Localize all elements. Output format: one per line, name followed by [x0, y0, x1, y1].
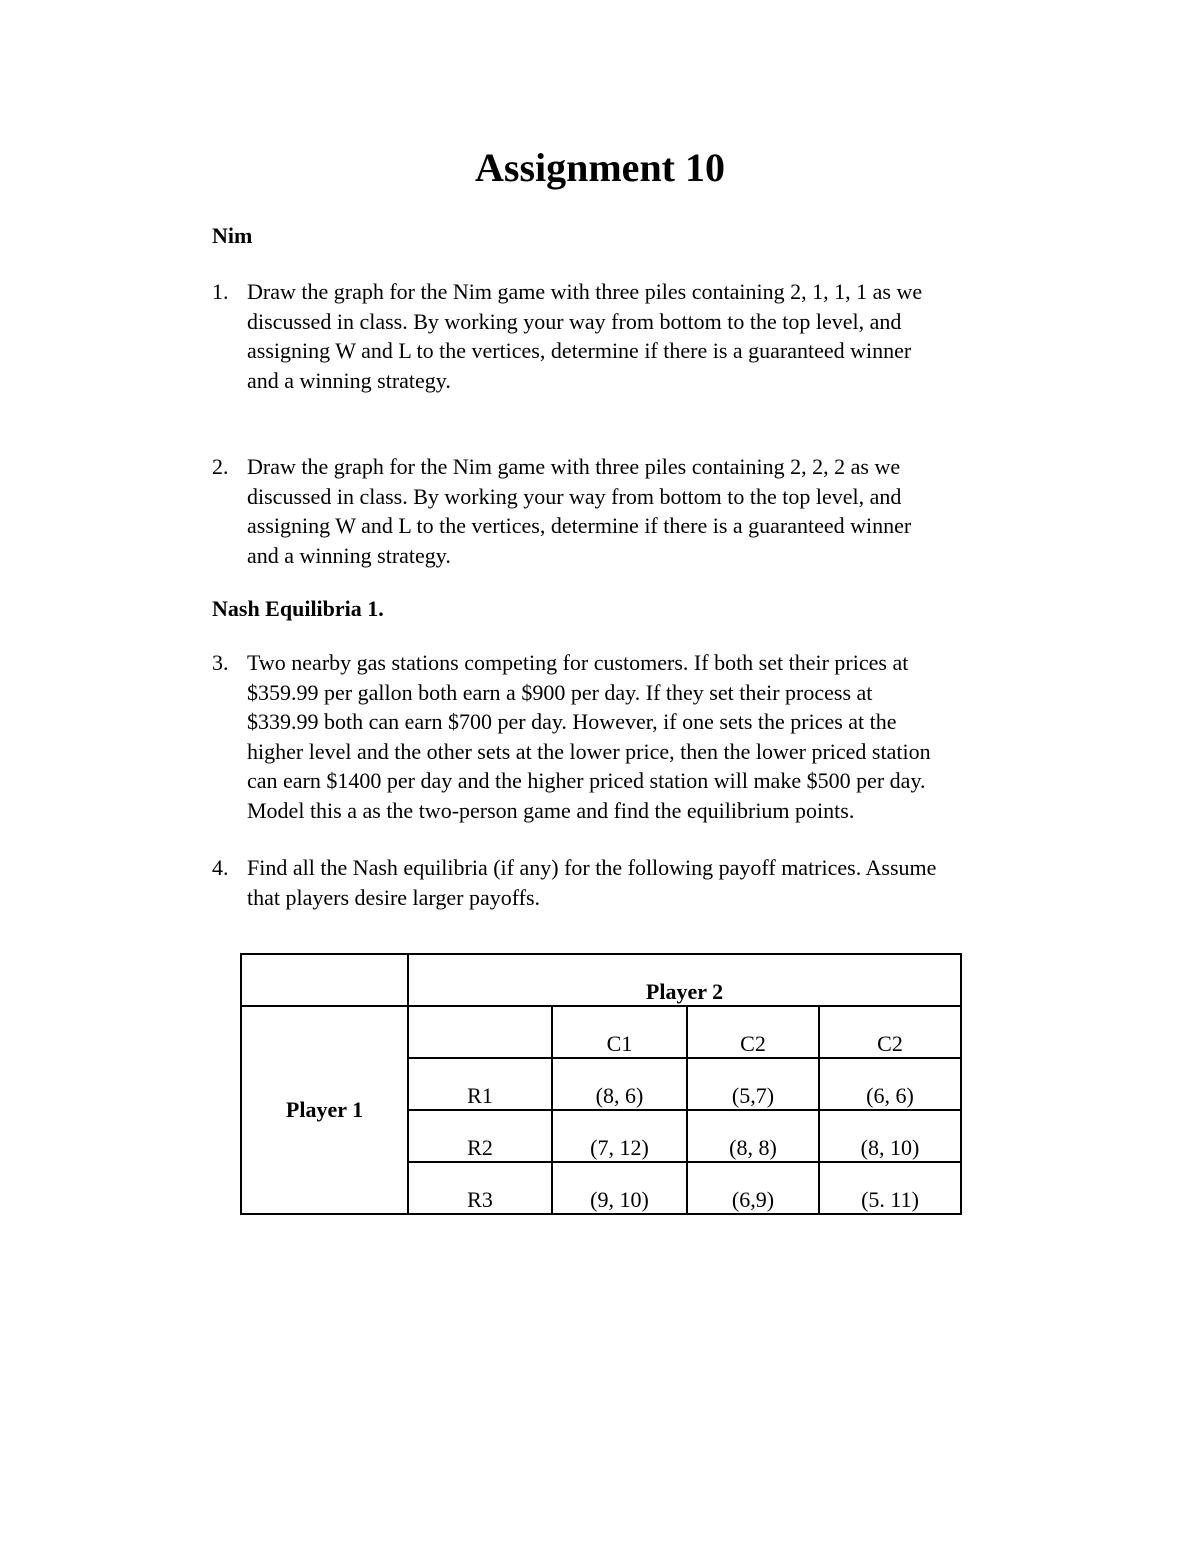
question-line: Two nearby gas stations competing for customers. If both set their prices at: [247, 650, 909, 675]
row-header: R3: [408, 1162, 552, 1214]
section-heading-nim: Nim: [212, 223, 253, 248]
question-text: [247, 853, 1072, 912]
question-2: [212, 452, 1072, 570]
payoff-matrix-table: [240, 953, 962, 1215]
column-header: C2: [819, 1006, 961, 1058]
question-line: discussed in class. By working your way from bottom to the top level, and: [247, 483, 902, 509]
question-1: [212, 277, 1072, 395]
column-header: C2: [687, 1006, 819, 1058]
row-header: R1: [408, 1058, 552, 1110]
payoff-cell: (8, 6): [552, 1058, 687, 1110]
question-number: 2.: [212, 454, 229, 479]
question-line: discussed in class. By working your way from bottom to the top level, and: [247, 308, 902, 334]
payoff-cell: (6, 6): [819, 1058, 961, 1110]
question-line: $359.99 per gallon both earn a $900 per day. If they set their process at: [247, 679, 873, 705]
question-number: 1.: [212, 279, 229, 304]
question-number: 3.: [212, 650, 229, 675]
question-line: can earn $1400 per day and the higher priced station will make $500 per day.: [247, 768, 926, 793]
empty-corner-cell: [241, 954, 408, 1006]
question-text: [247, 277, 1072, 395]
empty-row-header-cell: [408, 1006, 552, 1058]
column-header: C1: [552, 1006, 687, 1058]
question-number: 4.: [212, 855, 229, 880]
question-line: assigning W and L to the vertices, determine if there is a guaranteed winner: [247, 338, 912, 363]
question-3: [212, 648, 1072, 825]
payoff-cell: (6,9): [687, 1162, 819, 1214]
question-line: Find all the Nash equilibria (if any) for the following payoff matrices. Assume: [247, 855, 937, 880]
payoff-cell: (5. 11): [819, 1162, 961, 1214]
question-line: and a winning strategy.: [247, 542, 451, 568]
payoff-cell: (8, 8): [687, 1110, 819, 1162]
section-heading-nash: Nash Equilibria 1.: [212, 596, 384, 621]
question-4: [212, 853, 1072, 912]
row-header: R2: [408, 1110, 552, 1162]
payoff-cell: (5,7): [687, 1058, 819, 1110]
question-line: $339.99 both can earn $700 per day. However, if one sets the prices at the: [247, 709, 897, 734]
payoff-cell: (7, 12): [552, 1110, 687, 1162]
page-title: Assignment 10: [474, 145, 726, 190]
question-line: Draw the graph for the Nim game with three piles containing 2, 1, 1, 1 as we: [247, 279, 923, 304]
question-line: that players desire larger payoffs.: [247, 884, 541, 910]
player1-header: Player 1: [241, 1006, 408, 1214]
question-line: assigning W and L to the vertices, determine if there is a guaranteed winner: [247, 513, 912, 538]
question-line: Draw the graph for the Nim game with three piles containing 2, 2, 2 as we: [247, 454, 901, 479]
table-row: [241, 1006, 961, 1058]
question-line: Model this a as the two-person game and find the equilibrium points.: [247, 797, 855, 823]
question-line: higher level and the other sets at the lower price, then the lower priced station: [247, 738, 931, 764]
question-line: and a winning strategy.: [247, 367, 451, 393]
payoff-cell: (9, 10): [552, 1162, 687, 1214]
table-row: [241, 954, 961, 1006]
player2-header: Player 2: [408, 954, 961, 1006]
question-text: [247, 648, 1072, 825]
question-text: [247, 452, 1072, 570]
payoff-cell: (8, 10): [819, 1110, 961, 1162]
